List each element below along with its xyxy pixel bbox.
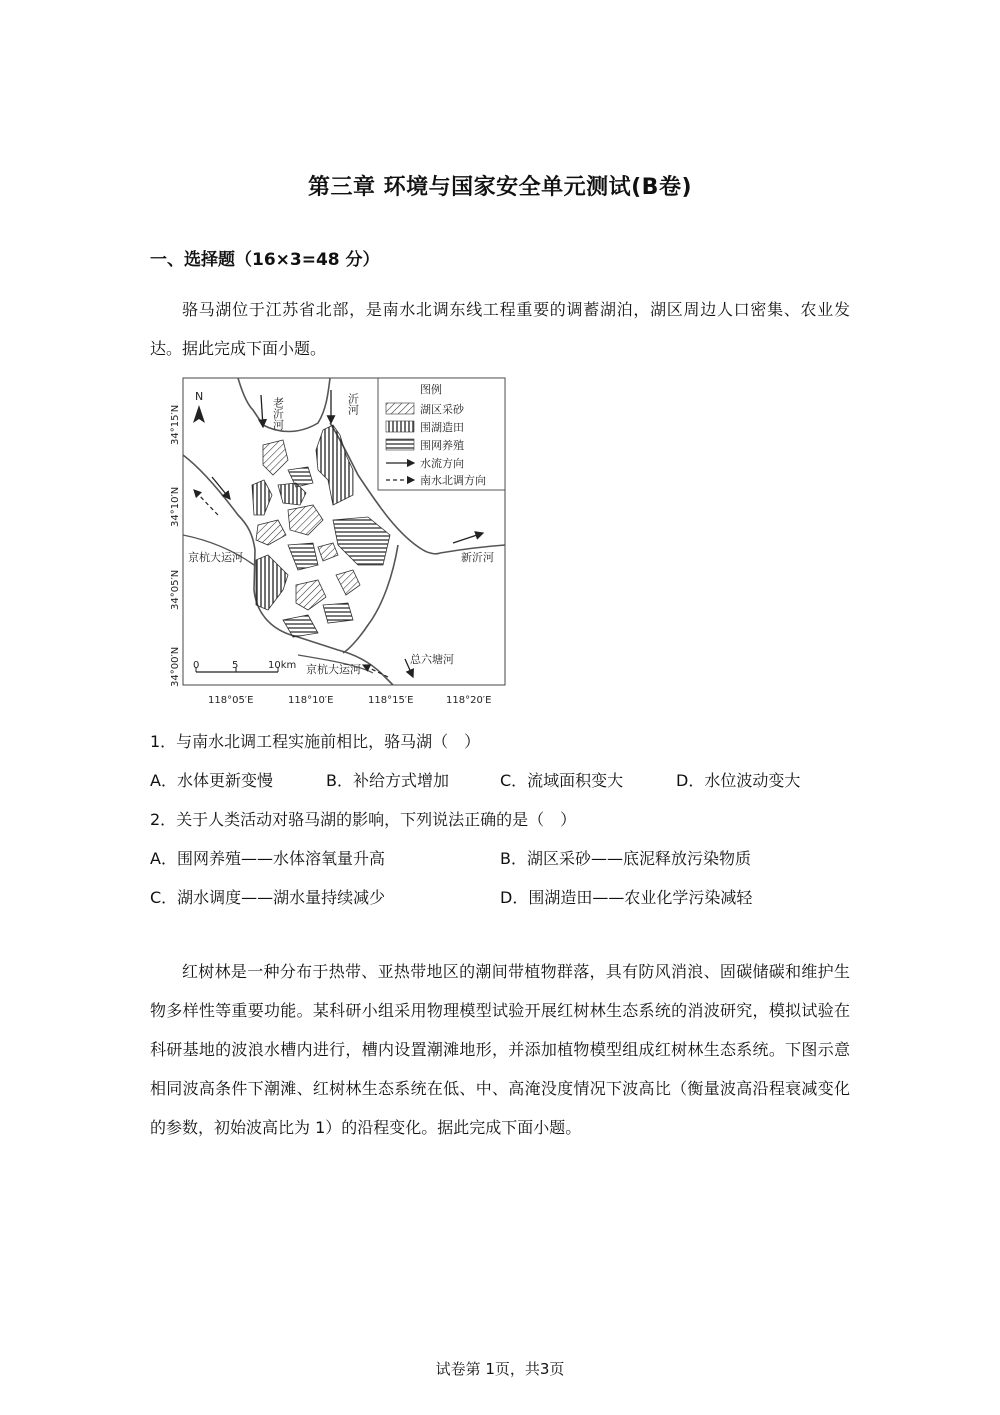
- legend-item-netcage: 围网养殖: [420, 439, 464, 452]
- intro-paragraph-2: 红树林是一种分布于热带、亚热带地区的潮间带植物群落，具有防风消浪、固碳储碳和维护生物多样性等重要功能。某科研小组采用物理模型试验开展红树林生态系统的消波研究，模拟试验在科研基地的波浪水槽内进行，槽内设置潮滩地形，并添加植物模型组成红树林生态系统。下图示意相同波高条件下潮滩、红树林生态系统在低、中、高淹没度情况下波高比（衡量波高沿程衰减变化的参数，初始波高比为 1）的沿程变化。据此完成下面小题。: [150, 962, 850, 1137]
- sand-mining-patch: [318, 543, 338, 561]
- page-title: 第三章 环境与国家安全单元测试(B卷): [307, 175, 693, 200]
- river-label-jinghang-west: 京杭大运河: [188, 551, 243, 564]
- net-cage-patch: [323, 603, 353, 623]
- legend-swatch-reclamation: [386, 421, 414, 432]
- q2-option-c[interactable]: C．湖水调度——湖水量持续减少: [150, 888, 386, 907]
- reclamation-patch: [278, 483, 306, 505]
- scale-label-10: 10km: [268, 660, 297, 671]
- diversion-arrow: [194, 490, 218, 515]
- river-label-jinghang-south: 京杭大运河: [306, 663, 361, 676]
- net-cage-patch: [333, 517, 390, 565]
- page-footer: 试卷第 1页，共3页: [435, 1360, 565, 1378]
- q1-option-b[interactable]: B．补给方式增加: [326, 771, 449, 790]
- legend-item-diversion: 南水北调方向: [420, 474, 486, 487]
- q2-option-a[interactable]: A．围网养殖——水体溶氧量升高: [150, 849, 385, 868]
- intro-paragraph-1: 骆马湖位于江苏省北部，是南水北调东线工程重要的调蓄湖泊，湖区周边人口密集、农业发达。据此完成下面小题。: [150, 300, 850, 358]
- legend-title: 图例: [420, 383, 442, 396]
- sand-mining-patch: [288, 505, 323, 535]
- question-2-stem: 2．关于人类活动对骆马湖的影响，下列说法正确的是（ ）: [150, 810, 577, 829]
- lon-tick: 118°05′E: [208, 695, 254, 706]
- river-label-laoyi: 老沂河: [271, 397, 285, 430]
- q1-option-c[interactable]: C．流域面积变大: [500, 771, 624, 790]
- north-label: N: [195, 390, 204, 403]
- legend-swatch-netcage: [386, 439, 414, 450]
- lat-tick: 34°05′N: [170, 569, 181, 610]
- legend-swatch-sand: [386, 403, 414, 414]
- reclamation-patch: [316, 425, 353, 505]
- river-label-xinyi: 新沂河: [461, 551, 494, 564]
- reclamation-patch: [256, 555, 288, 610]
- lon-tick: 118°15′E: [368, 695, 414, 706]
- q2-option-d[interactable]: D．围湖造田——农业化学污染减轻: [500, 888, 753, 907]
- q1-option-a[interactable]: A．水体更新变慢: [150, 771, 273, 790]
- scale-label-0: 0: [193, 660, 200, 671]
- flow-arrow: [212, 477, 230, 499]
- legend-item-sand: 湖区采砂: [420, 403, 464, 416]
- q2-option-b[interactable]: B．湖区采砂——底泥释放污染物质: [500, 849, 751, 868]
- river-label-zongliutang: 总六塘河: [410, 653, 454, 666]
- flow-arrow: [453, 533, 483, 543]
- scale-label-5: 5: [232, 660, 239, 671]
- sand-mining-patch: [336, 570, 360, 595]
- lat-tick: 34°10′N: [170, 486, 181, 527]
- legend-item-flow: 水流方向: [420, 457, 464, 470]
- q1-option-d[interactable]: D．水位波动变大: [676, 771, 801, 790]
- lon-tick: 118°10′E: [288, 695, 334, 706]
- luoma-lake-map: [168, 375, 513, 710]
- net-cage-patch: [288, 543, 318, 570]
- legend-item-reclamation: 围湖造田: [420, 421, 464, 434]
- sand-mining-patch: [256, 520, 286, 545]
- lon-tick: 118°20′E: [446, 695, 492, 706]
- reclamation-patch: [252, 480, 272, 515]
- question-1-stem: 1．与南水北调工程实施前相比，骆马湖（ ）: [150, 732, 481, 751]
- river-label-yi: 沂河: [346, 393, 360, 415]
- section-heading: 一、选择题（16×3=48 分）: [150, 250, 380, 270]
- lat-tick: 34°00′N: [170, 646, 181, 687]
- sand-mining-patch: [296, 580, 326, 610]
- sand-mining-patch: [263, 440, 288, 475]
- lat-tick: 34°15′N: [170, 404, 181, 445]
- north-arrow-icon: [193, 405, 205, 423]
